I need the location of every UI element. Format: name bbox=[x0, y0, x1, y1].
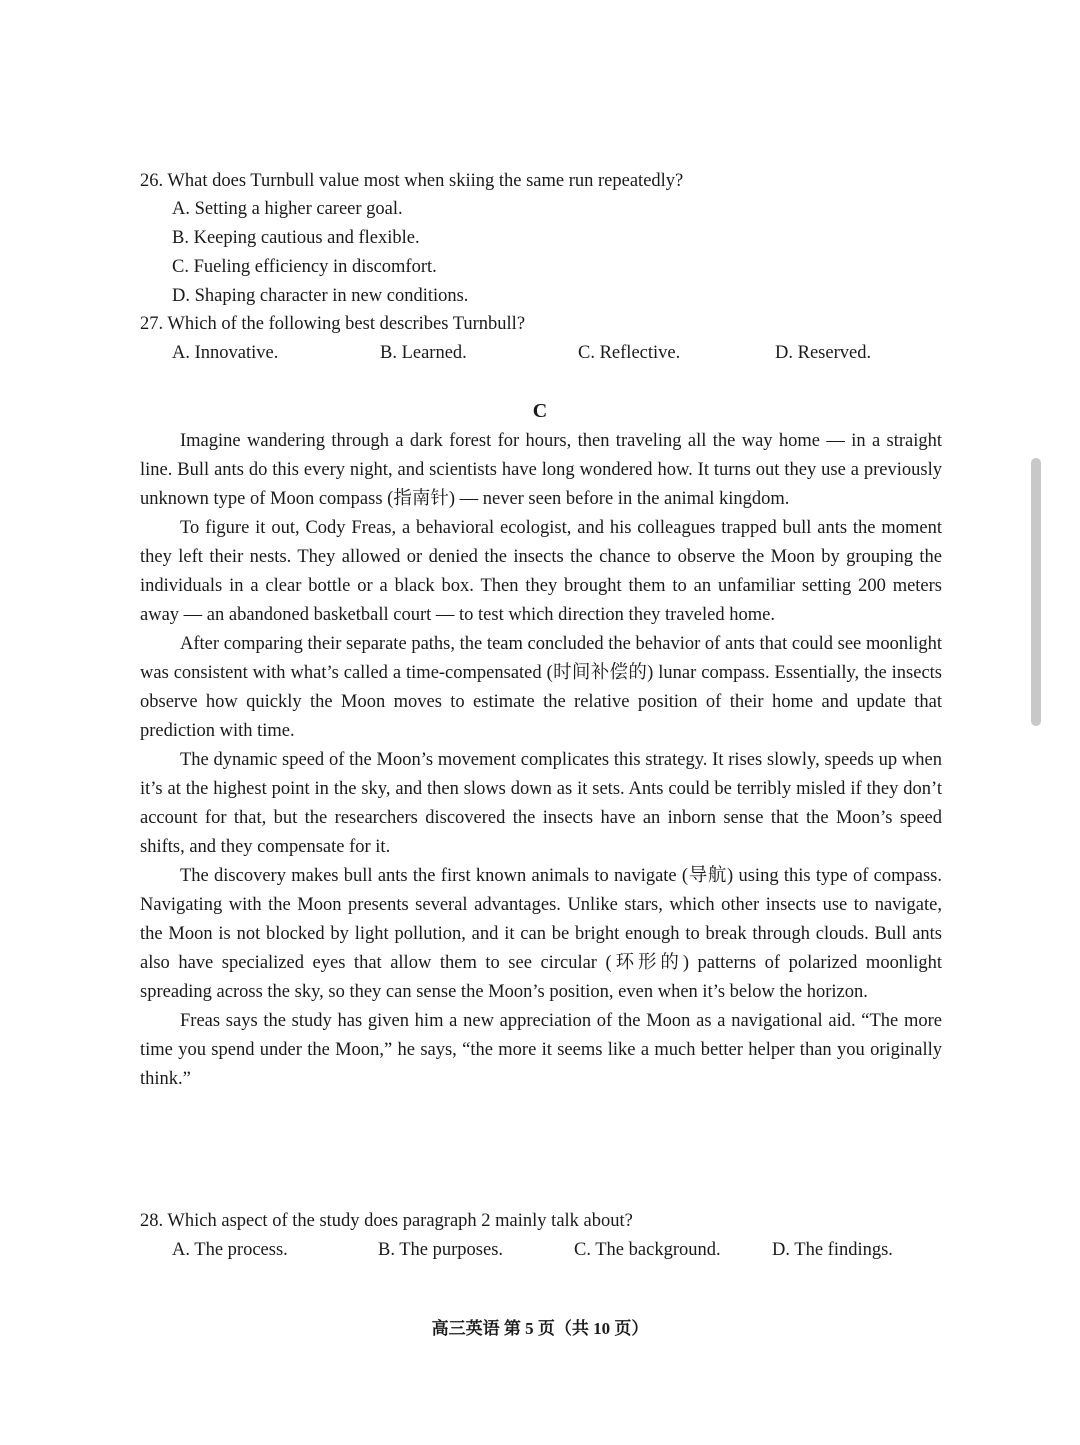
passage-paragraph-4: The dynamic speed of the Moon’s movement complicates this strategy. It rises slowly, speeds up when it’s at the highest point in the sky, and then slows down as it sets. Ants could be terribly misled if they don’t account for that, but the researchers discovered the insects have an inborn sense that the Moon’s speed shifts, and they compensate for it. bbox=[140, 750, 942, 857]
section-title: C bbox=[532, 400, 548, 422]
scrollbar-thumb[interactable] bbox=[1031, 458, 1041, 726]
question-27-option-a: A. Innovative. bbox=[172, 343, 279, 363]
question-28-stem: 28. Which aspect of the study does paragraph 2 mainly talk about? bbox=[140, 1211, 633, 1231]
question-28-option-c: C. The background. bbox=[574, 1240, 721, 1260]
question-26-option-a: A. Setting a higher career goal. bbox=[172, 199, 403, 219]
question-26-stem: 26. What does Turnbull value most when skiing the same run repeatedly? bbox=[140, 171, 684, 191]
reading-passage bbox=[140, 427, 942, 1094]
passage-paragraph-1: Imagine wandering through a dark forest for hours, then traveling all the way home — in a straight line. Bull ants do this every night, and scientists have long wondered how. It turns out they use a previously unknown type of Moon compass (指南针) — never seen before in the animal kingdom. bbox=[140, 431, 942, 509]
question-28-option-d: D. The findings. bbox=[772, 1240, 893, 1260]
question-26-option-c: C. Fueling efficiency in discomfort. bbox=[172, 257, 437, 277]
question-27-option-c: C. Reflective. bbox=[578, 343, 681, 363]
passage-paragraph-3: After comparing their separate paths, the team concluded the behavior of ants that could see moonlight was consistent with what’s called a time-compensated (时间补偿的) lunar compass. Essentially, the insects observe how quickly the Moon moves to estimate the relative position of their home and update that prediction with time. bbox=[140, 634, 942, 741]
page-footer: 高三英语 第 5 页（共 10 页） bbox=[431, 1319, 649, 1338]
passage-paragraph-2: To figure it out, Cody Freas, a behavioral ecologist, and his colleagues trapped bull ants the moment they left their nests. They allowed or denied the insects the chance to observe the Moon by grouping the individuals in a clear bottle or a black box. Then they brought them to an unfamiliar setting 200 meters away — an abandoned basketball court — to test which direction they traveled home. bbox=[140, 518, 942, 625]
question-26-option-b: B. Keeping cautious and flexible. bbox=[172, 228, 420, 248]
passage-paragraph-5: The discovery makes bull ants the first known animals to navigate (导航) using this type of compass. Navigating with the Moon presents several advantages. Unlike stars, which other insects use to navigate, the Moon is not blocked by light pollution, and it can be bright enough to break through clouds. Bull ants also have specialized eyes that allow them to see circular (环形的) patterns of polarized moonlight spreading across the sky, so they can sense the Moon’s position, even when it’s below the horizon. bbox=[140, 866, 942, 1002]
question-28-option-a: A. The process. bbox=[172, 1240, 288, 1260]
passage-paragraph-6: Freas says the study has given him a new appreciation of the Moon as a navigational aid. “The more time you spend under the Moon,” he says, “the more it seems like a much better helper than you originally think.” bbox=[140, 1011, 942, 1089]
question-27-stem: 27. Which of the following best describes Turnbull? bbox=[140, 314, 526, 334]
question-26-option-d: D. Shaping character in new conditions. bbox=[172, 286, 469, 306]
question-28-option-b: B. The purposes. bbox=[378, 1240, 504, 1260]
question-27-option-b: B. Learned. bbox=[380, 343, 467, 363]
question-27-option-d: D. Reserved. bbox=[775, 343, 872, 363]
